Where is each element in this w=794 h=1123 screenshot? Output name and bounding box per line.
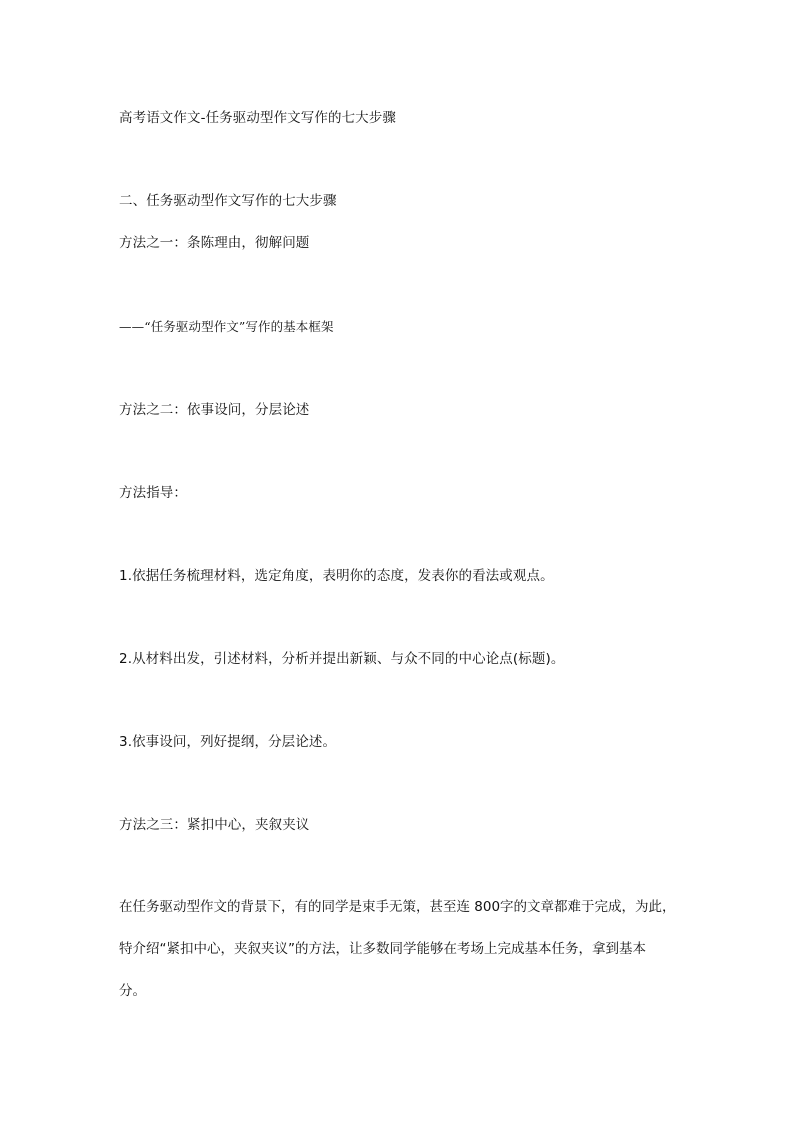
step-item-3: 3.依事设问，列好提纲，分层论述。: [119, 734, 337, 750]
paragraph-line-3: 分。: [119, 983, 146, 999]
step-item-1: 1.依据任务梳理材料，选定角度，表明你的态度，发表你的看法或观点。: [119, 568, 554, 584]
section-heading: 二、任务驱动型作文写作的七大步骤: [119, 193, 337, 209]
framework-subtitle: ——“任务驱动型作文”写作的基本框架: [119, 319, 334, 334]
method-three-heading: 方法之三：紧扣中心，夹叙夹议: [119, 817, 310, 833]
paragraph-line-2: 特介绍“紧扣中心，夹叙夹议”的方法，让多数同学能够在考场上完成基本任务，拿到基本: [119, 941, 646, 957]
document-title: 高考语文作文-任务驱动型作文写作的七大步骤: [119, 110, 396, 126]
step-item-2: 2.从材料出发，引述材料，分析并提出新颖、与众不同的中心论点(标题)。: [119, 651, 565, 667]
method-two-heading: 方法之二：依事设问，分层论述: [119, 402, 310, 418]
paragraph-line-1: 在任务驱动型作文的背景下，有的同学是束手无策，甚至连 800字的文章都难于完成，为此，: [119, 899, 676, 915]
method-one-heading: 方法之一：条陈理由，彻解问题: [119, 235, 310, 251]
guidance-label: 方法指导：: [119, 485, 187, 501]
